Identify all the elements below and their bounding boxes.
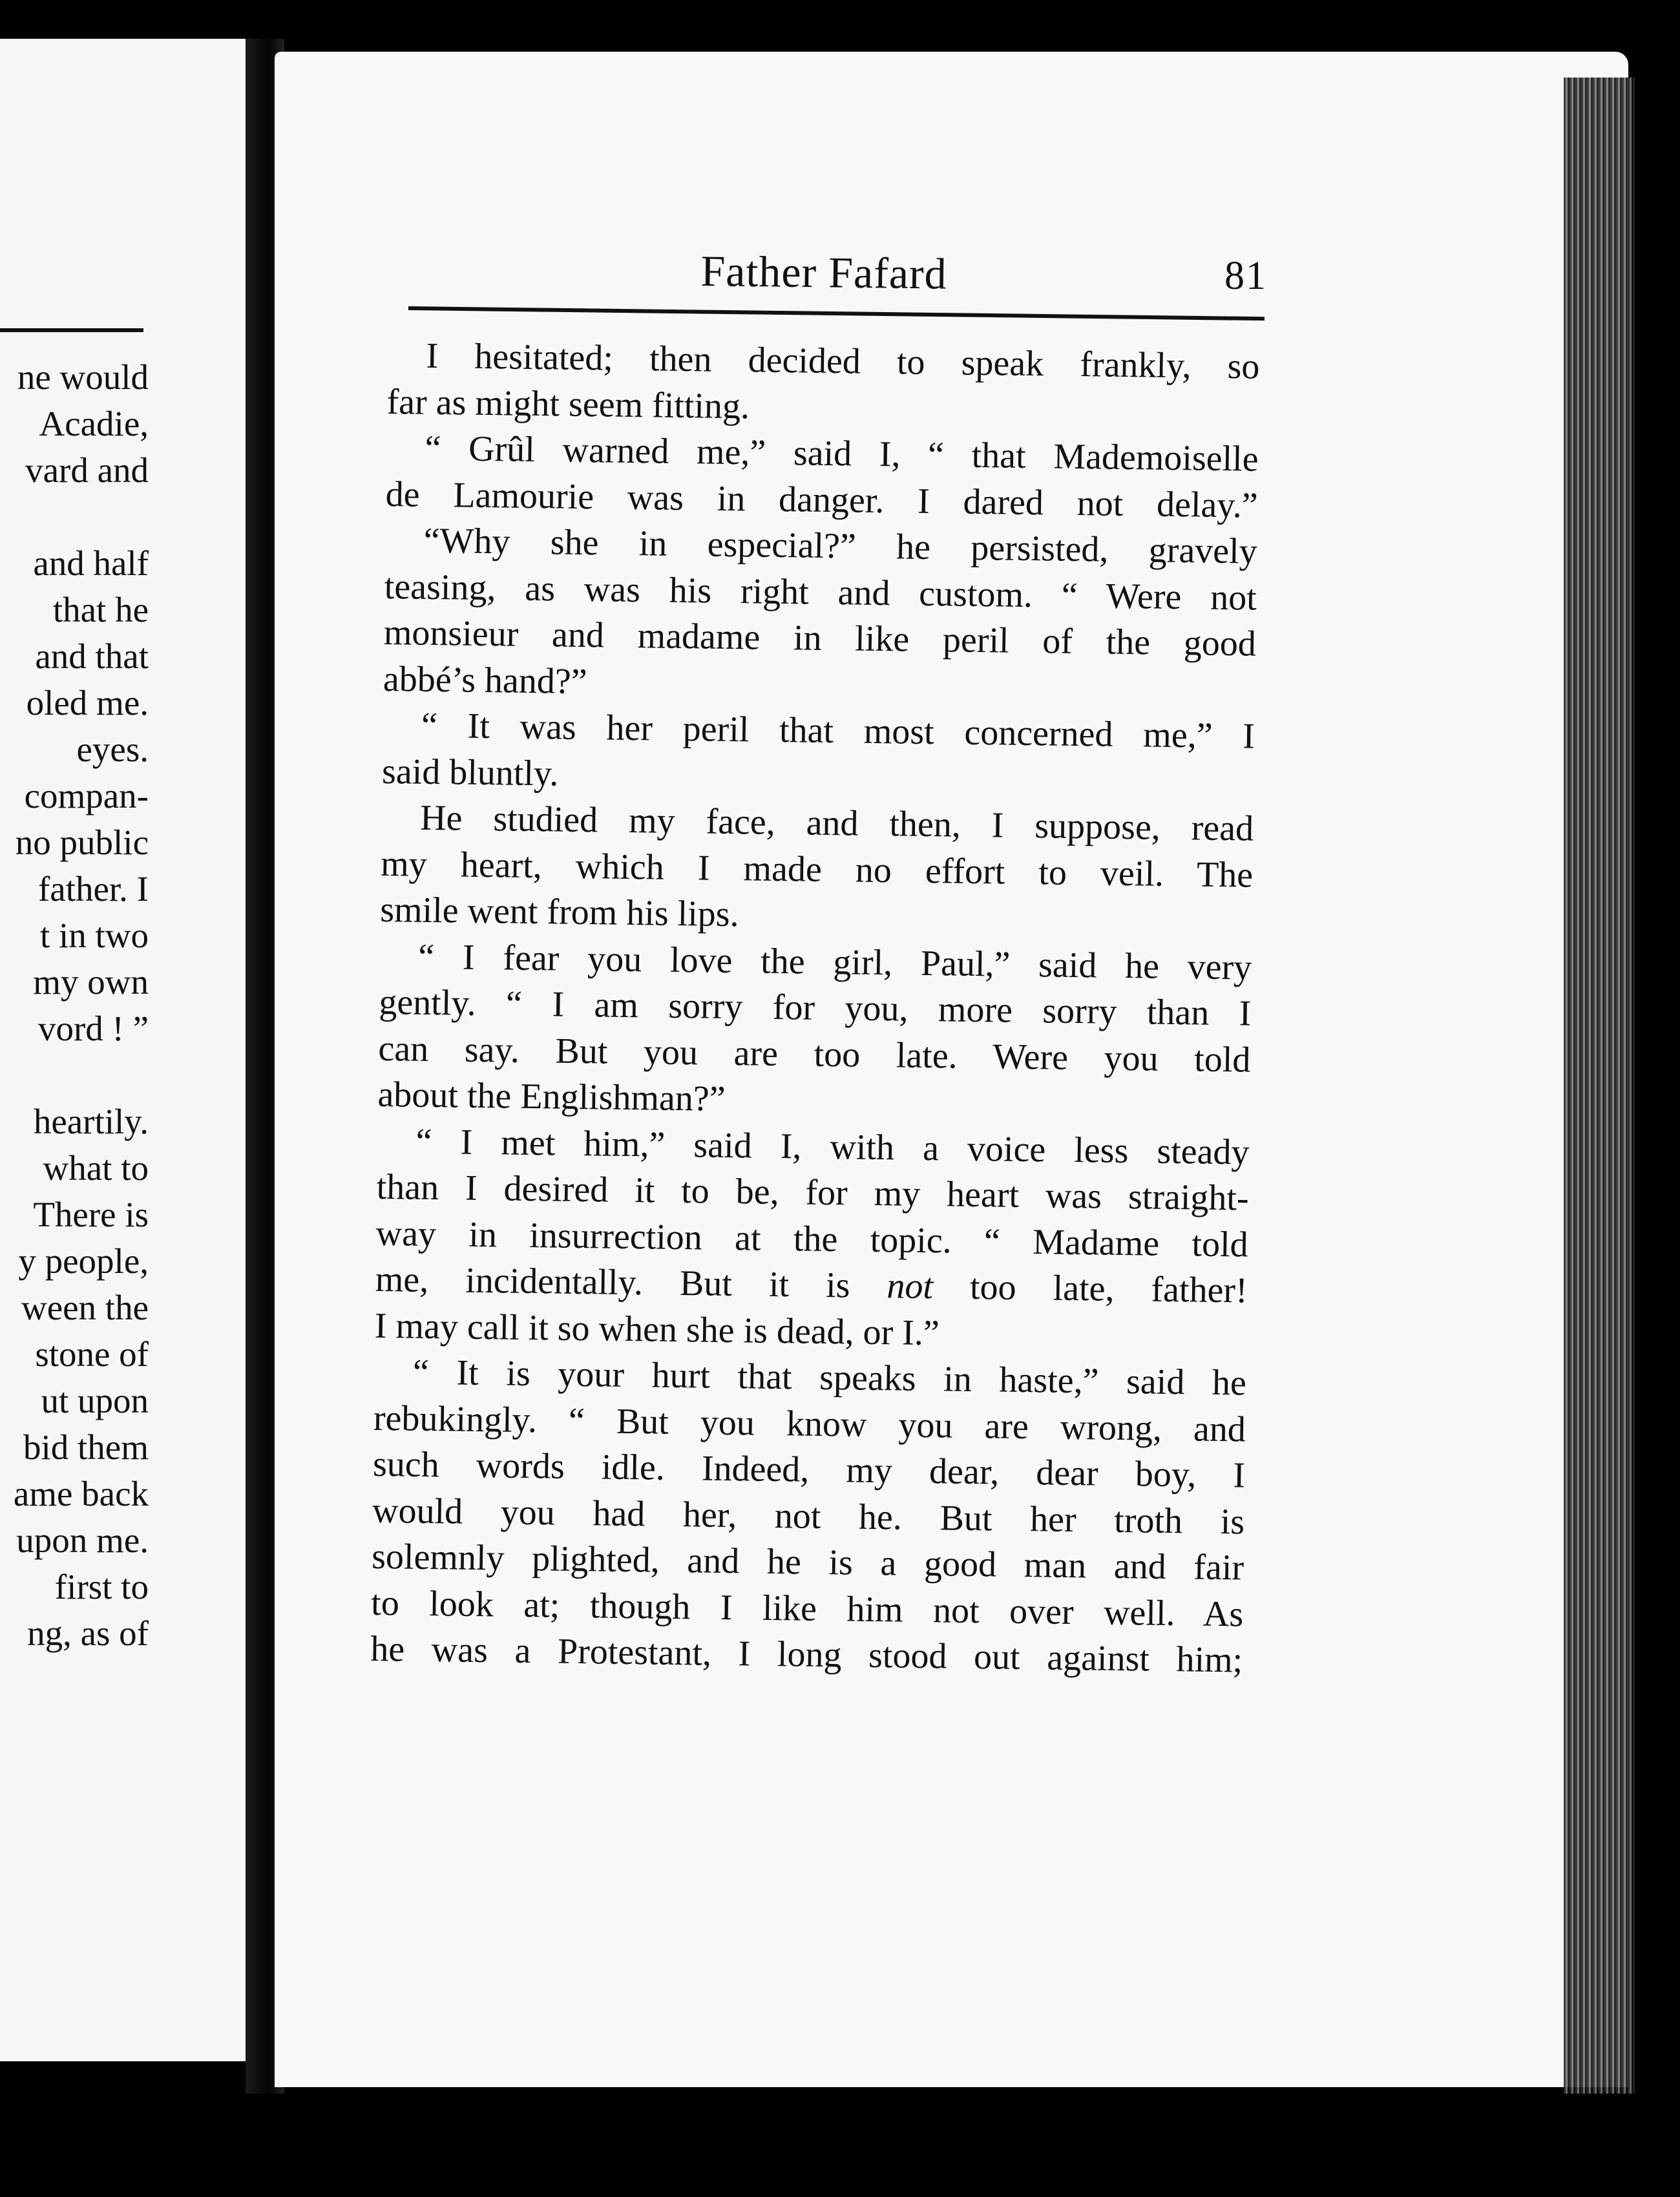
left-page (0, 39, 268, 2061)
text-line: monsieur and madame in like peril of the good (383, 612, 1257, 664)
text-line: ut upon (41, 1381, 149, 1420)
text-line: There is (33, 1195, 149, 1234)
text-line: “ I met him,” said I, with a voice less steady (415, 1121, 1250, 1173)
text-line: my own (33, 962, 149, 1002)
text-line: bid them (23, 1427, 149, 1467)
running-head: Father Fafard (700, 246, 948, 299)
text-line: way in insurrection at the topic. “ Madame told (375, 1213, 1249, 1265)
text-line: teasing, as was his right and custom. “ Were not (384, 566, 1257, 618)
left-page-header-rule (0, 328, 143, 332)
text-line: “ I fear you love the girl, Paul,” said he very (417, 936, 1252, 988)
body-text (370, 333, 1260, 1684)
text-line: stone of (35, 1334, 149, 1374)
text-line: gently. “ I am sorry for you, more sorry than I (379, 982, 1252, 1034)
blank-line (0, 1052, 149, 1098)
text-line: I may call it so when she is dead, or I.” (374, 1305, 940, 1353)
text-line: abbé’s hand?” (383, 658, 588, 702)
text-line: heartily. (33, 1102, 149, 1141)
text-line: and that (35, 636, 149, 676)
text-line: father. I (37, 869, 149, 909)
text-line: me, incidentally. But it is not too late, father! (375, 1259, 1248, 1311)
text-line: smile went from his lips. (379, 889, 739, 935)
text-line: vord ! ” (37, 1009, 149, 1048)
text-line: ame back (13, 1474, 149, 1513)
text-line: ng, as of (27, 1614, 149, 1653)
text-line: upon me. (16, 1520, 149, 1560)
text-line: ween the (21, 1288, 149, 1327)
text-line: to look at; though I like him not over well. As (370, 1582, 1244, 1634)
left-page-text (0, 354, 149, 1657)
blank-line (0, 494, 149, 540)
text-line: my heart, which I made no effort to veil. The (380, 843, 1254, 896)
text-line: “Why she in especial?” he persisted, gravely (423, 520, 1258, 572)
text-line: He studied my face, and then, I suppose, read (419, 797, 1254, 849)
text-line: first to (54, 1567, 149, 1606)
text-line: oled me. (26, 683, 149, 722)
text-line: y people, (18, 1241, 149, 1281)
text-line: far as might seem fitting. (386, 381, 750, 426)
text-line: compan- (24, 776, 149, 815)
text-line: what to (43, 1148, 149, 1188)
text-line: that he (52, 590, 149, 629)
text-line: than I desired it to be, for my heart was straight- (376, 1166, 1249, 1219)
text-line: eyes. (76, 730, 149, 769)
text-line: de Lamourie was in danger. I dared not delay.” (385, 474, 1259, 526)
text-line: he was a Protestant, I long stood out against him; (370, 1628, 1243, 1681)
emphasized-word: not (887, 1266, 934, 1307)
text-line: about the Englishman?” (377, 1074, 726, 1119)
text-line: said bluntly. (381, 751, 559, 794)
text-line: I hesitated; then decided to speak frankly, so (426, 335, 1260, 387)
text-line: “ It is your hurt that speaks in haste,” said he (412, 1352, 1247, 1403)
text-line: rebukingly. “ But you know you are wrong, and (373, 1398, 1246, 1450)
text-line: “ Grûl warned me,” said I, “ that Mademoiselle (425, 428, 1259, 479)
text-line: t in two (39, 916, 149, 955)
page-edges (1564, 78, 1635, 2094)
text-line: ne would (17, 357, 149, 397)
text-line: no public (15, 823, 149, 862)
text-line: Acadie, (39, 404, 149, 443)
text-line: can say. But you are too late. Were you told (378, 1028, 1251, 1080)
text-line: “ It was her peril that most concerned me,” I (421, 705, 1255, 757)
page-number: 81 (1224, 254, 1267, 298)
text-line: such words idle. Indeed, my dear, dear boy, I (372, 1444, 1246, 1496)
text-line: would you had her, not he. But her troth is (372, 1490, 1245, 1542)
text-line: and half (33, 543, 149, 583)
text-line: vard and (25, 450, 149, 490)
text-line: solemnly plighted, and he is a good man and fair (371, 1536, 1244, 1588)
